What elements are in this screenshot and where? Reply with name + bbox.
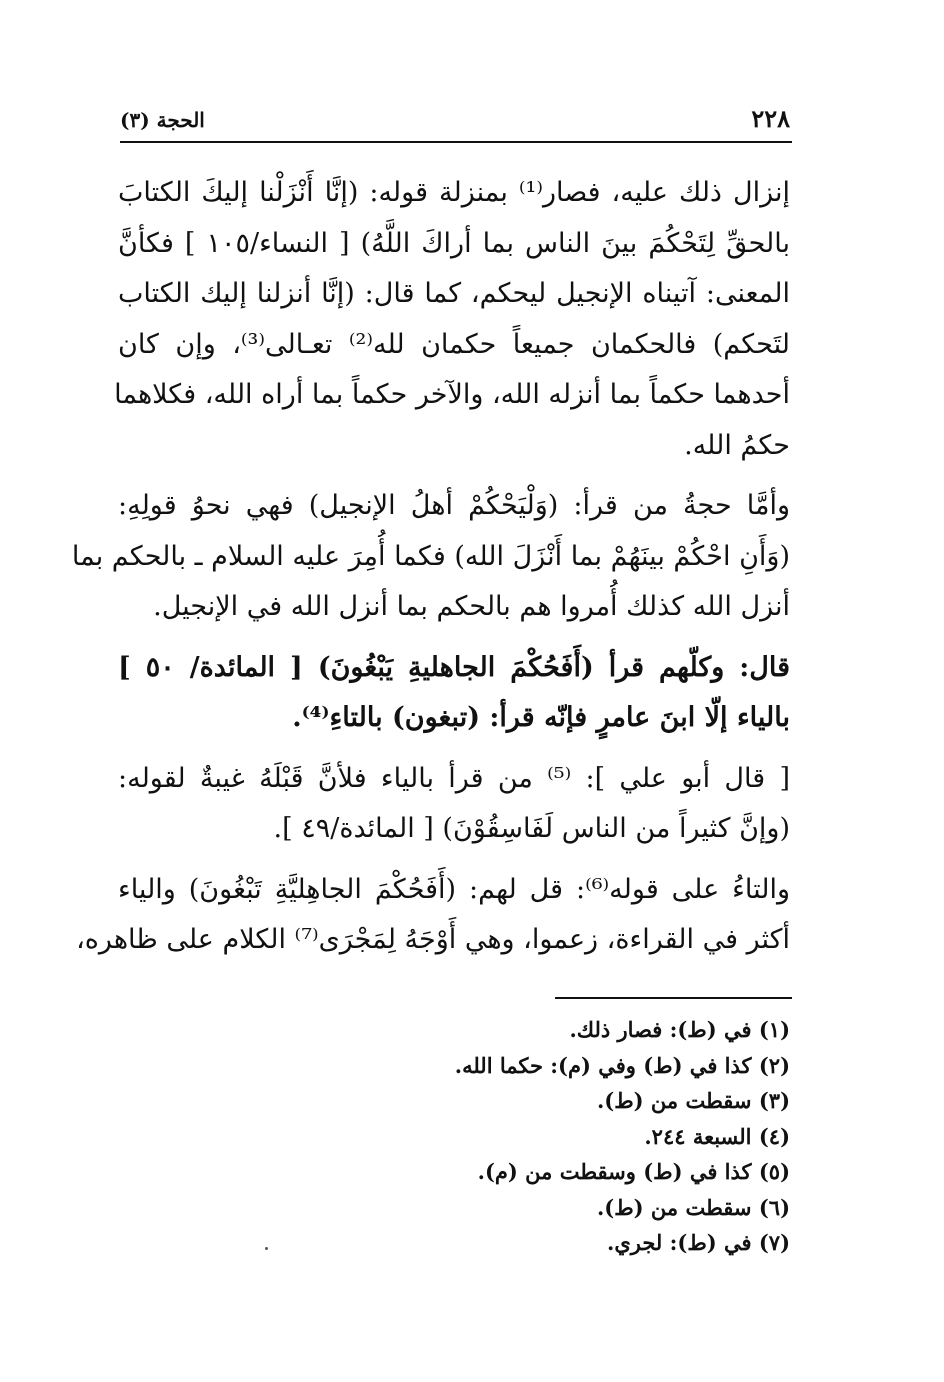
text-line: وأمَّا حجةُ من قرأ: (وَلْيَحْكُمْ أهلُ الإنجيل) فهي نحوُ قولِهِ: bbox=[118, 490, 790, 521]
page-number: ٢٢٨ bbox=[751, 104, 790, 133]
footnote-1: (١) في (ط): فصار ذلك. bbox=[569, 1017, 790, 1042]
main-text bbox=[71, 168, 790, 966]
footnote-3: (٣) سقطت من (ط). bbox=[597, 1088, 790, 1113]
text-line: أنزل الله كذلك أُمروا هم بالحكم بما أنزل الله في الإنجيل. bbox=[153, 591, 790, 622]
text-line: أحدهما حكماً بما أنزله الله، والآخر حكماً بما أراه الله، فكلاهما bbox=[114, 379, 790, 410]
header-rule bbox=[120, 141, 792, 143]
footnote-5: (٥) كذا في (ط) وسقطت من (م). bbox=[477, 1159, 790, 1184]
footnote-6: (٦) سقطت من (ط). bbox=[597, 1194, 790, 1220]
text-line: بالياء إلّا ابنَ عامرٍ فإنّه قرأ: (تبغون) بالتاءِ⁽⁴⁾. bbox=[292, 702, 790, 733]
page-header bbox=[120, 100, 790, 140]
paragraph-1 bbox=[114, 168, 790, 471]
paragraph-5 bbox=[76, 865, 790, 966]
footnotes bbox=[300, 1012, 790, 1261]
footnote-2: (٢) كذا في (ط) وفي (م): حكما الله. bbox=[454, 1052, 790, 1078]
text-line: قال: وكلّهم قرأ (أَفَحُكْمَ الجاهليةِ يَبْغُونَ) [ المائدة/ ٥٠ ] bbox=[118, 651, 790, 683]
paragraph-3-bold bbox=[118, 643, 790, 744]
text-line: والتاءُ على قوله⁽⁶⁾: قل لهم: (أَفَحُكْمَ الجاهِليَّةِ تَبْغُونَ) والياء bbox=[118, 873, 790, 905]
paragraph-2 bbox=[71, 481, 790, 633]
text-line: (وإنَّ كثيراً من الناس لَفَاسِقُوْنَ) [ المائدة/٤٩ ]. bbox=[273, 813, 790, 844]
text-line: (وَأَنِ احْكُمْ بينَهُمْ بما أَنْزَلَ الله) فكما أُمِرَ عليه السلام ـ بالحكم بما bbox=[71, 540, 790, 572]
text-line: المعنى: آتيناه الإنجيل ليحكم، كما قال: (إنَّا أنزلنا إليك الكتاب bbox=[118, 278, 790, 309]
footnote-7: (٧) في (ط): لجري. bbox=[607, 1230, 790, 1255]
scan-speck bbox=[265, 1247, 268, 1250]
text-line: لتَحكم) فالحكمان جميعاً حكمان لله⁽²⁾ تعـالى⁽³⁾، وإن كان bbox=[118, 328, 790, 360]
text-line: أكثر في القراءة، زعموا، وهي أَوْجَهُ لِمَجْرَى⁽⁷⁾ الكلام على ظاهره، bbox=[76, 924, 790, 955]
text-line: [ قال أبو علي ]: ⁽⁵⁾ من قرأ بالياء فلأنَّ قَبْلَهُ غيبةٌ لقوله: bbox=[118, 762, 790, 794]
footnote-rule bbox=[555, 997, 792, 999]
text-line: إنزال ذلك عليه، فصار⁽¹⁾ بمنزلة قوله: (إنَّا أَنْزَلْنا إليكَ الكتابَ bbox=[118, 177, 790, 208]
footnote-4: (٤) السبعة ٢٤٤. bbox=[644, 1123, 790, 1149]
text-line: بالحقِّ لِتَحْكُمَ بينَ الناس بما أراكَ اللَّهُ) [ النساء/١٠٥ ] فكأنَّ bbox=[118, 227, 790, 259]
paragraph-4 bbox=[118, 754, 790, 855]
running-title: الحجة (٣) bbox=[120, 108, 205, 132]
text-line: حكمُ الله. bbox=[684, 429, 790, 461]
